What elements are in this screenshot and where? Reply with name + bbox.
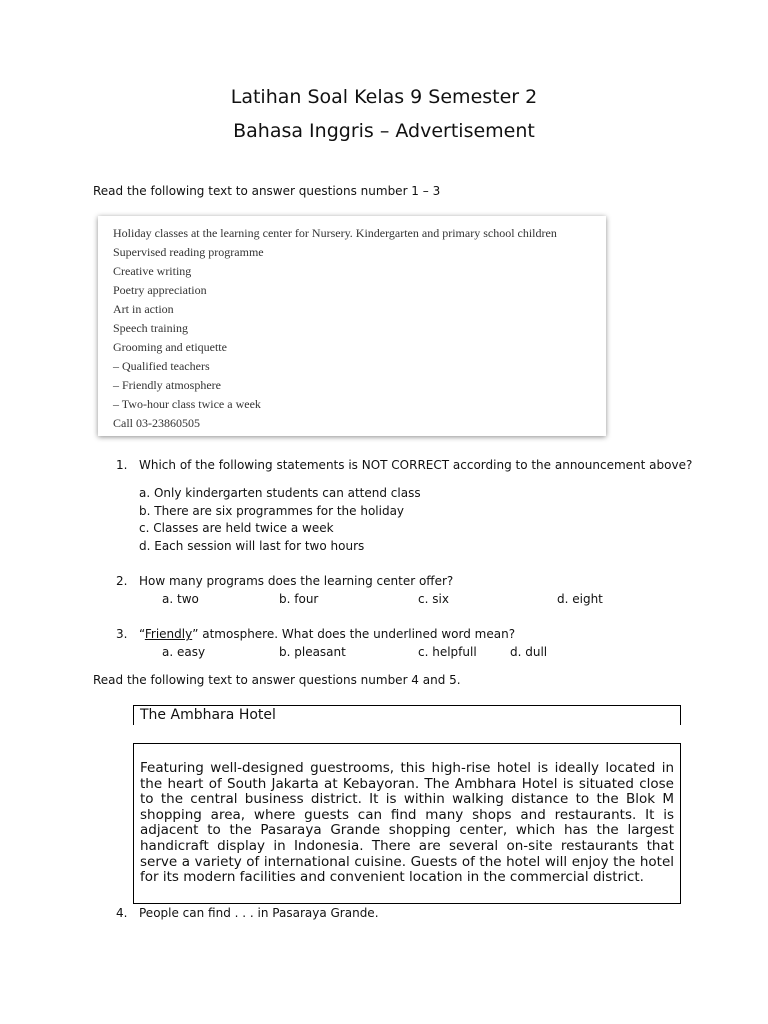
question-3-option-c: c. helpfull bbox=[418, 645, 477, 659]
advertisement-image bbox=[98, 216, 606, 436]
question-3-open-quote: “ bbox=[139, 627, 145, 641]
question-1-option-a: a. Only kindergarten students can attend class bbox=[139, 486, 421, 500]
question-3-number: 3. bbox=[116, 627, 128, 641]
question-2-option-b: b. four bbox=[279, 592, 319, 606]
question-4-text: People can find . . . in Pasaraya Grande. bbox=[139, 906, 379, 920]
ad-line: Call 03-23860505 bbox=[113, 416, 200, 430]
ad-line: Holiday classes at the learning center for Nursery. Kindergarten and primary school children bbox=[113, 226, 557, 240]
ad-line: Supervised reading programme bbox=[113, 245, 264, 259]
ad-line: Grooming and etiquette bbox=[113, 340, 227, 354]
question-2-number: 2. bbox=[116, 574, 128, 588]
ad-line: – Friendly atmosphere bbox=[113, 378, 221, 392]
ad-line: Art in action bbox=[113, 302, 174, 316]
ad-line: – Two-hour class twice a week bbox=[113, 397, 261, 411]
question-2-option-c: c. six bbox=[418, 592, 449, 606]
ad-line: Creative writing bbox=[113, 264, 192, 278]
ad-line: Speech training bbox=[113, 321, 188, 335]
ad-line: – Qualified teachers bbox=[113, 359, 210, 373]
question-4-number: 4. bbox=[116, 906, 128, 920]
page-subtitle: Bahasa Inggris – Advertisement bbox=[233, 120, 535, 142]
question-1-text: Which of the following statements is NOT CORRECT according to the announcement above? bbox=[139, 458, 693, 472]
question-1-option-b: b. There are six programmes for the holiday bbox=[139, 504, 405, 518]
question-2-option-d: d. eight bbox=[557, 592, 603, 606]
hotel-title-box: The Ambhara Hotel bbox=[133, 705, 681, 725]
page-title: Latihan Soal Kelas 9 Semester 2 bbox=[230, 86, 538, 108]
question-2-text: How many programs does the learning center offer? bbox=[139, 574, 454, 588]
question-3-rest: ” atmosphere. What does the underlined word mean? bbox=[192, 627, 516, 641]
instruction-1: Read the following text to answer questions number 1 – 3 bbox=[93, 184, 441, 198]
question-1-option-c: c. Classes are held twice a week bbox=[139, 521, 334, 535]
underlined-word: Friendly bbox=[144, 627, 193, 641]
question-3-option-a: a. easy bbox=[162, 645, 206, 659]
question-1-option-d: d. Each session will last for two hours bbox=[139, 539, 365, 553]
question-3-text bbox=[139, 627, 515, 641]
question-2-option-a: a. two bbox=[162, 592, 199, 606]
question-3-option-d: d. dull bbox=[510, 645, 548, 659]
question-1-number: 1. bbox=[116, 458, 128, 472]
ad-line: Poetry appreciation bbox=[113, 283, 207, 297]
hotel-description-box: Featuring well-designed guestrooms, this high-rise hotel is ideally located in the heart of South Jakarta at Kebayoran. The Ambhara Hotel is situated close to the central business district. It is within walking distance to the Blok M shopping area, where guests can find many shops and restaurants. It is adjacent to the Pasaraya Grande shopping center, which has the largest handicraft display in Indonesia. There are several on-site restaurants that serve a variety of international cuisine. Guests of the hotel will enjoy the hotel for its modern facilities and convenient location in the commercial district. bbox=[133, 743, 681, 904]
question-3-option-b: b. pleasant bbox=[279, 645, 346, 659]
instruction-2: Read the following text to answer questions number 4 and 5. bbox=[93, 673, 461, 687]
